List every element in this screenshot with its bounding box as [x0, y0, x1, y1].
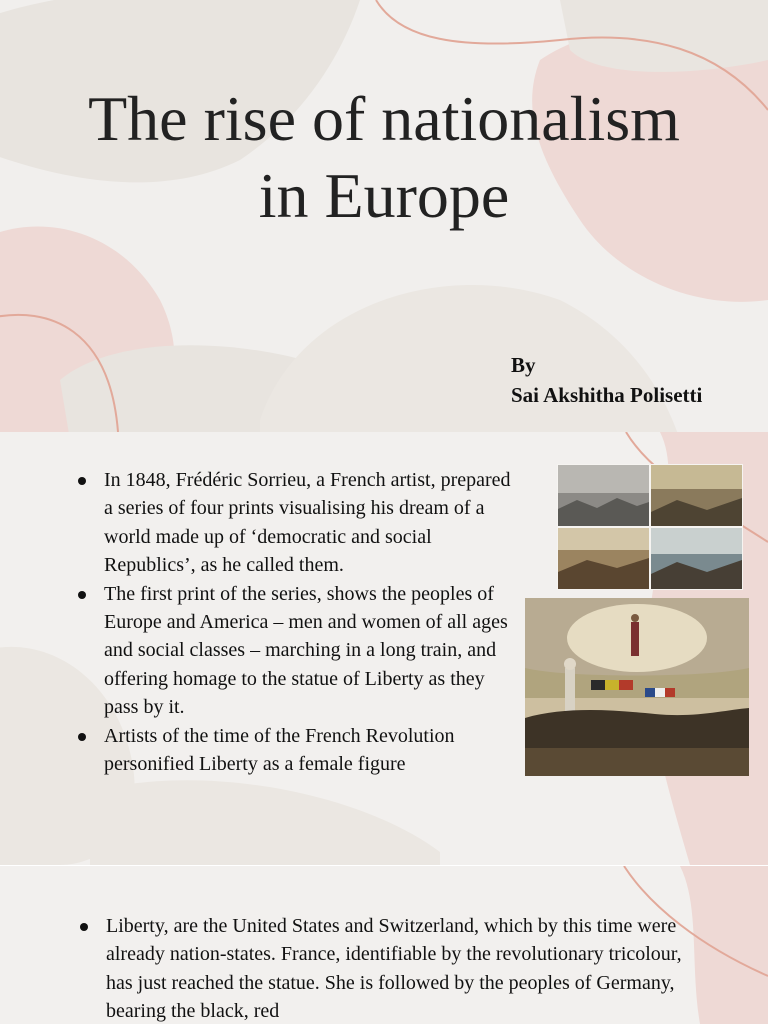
- bullet-dot: [78, 733, 86, 741]
- list-item: The first print of the series, shows the peoples of Europe and America – men and women of all ages and social classes – marching in a long train, and offering homage to the statue of Liberty as they pass by it.: [78, 580, 518, 722]
- slide-title: The rise of nationalism in Europe: [88, 83, 680, 231]
- list-item: In 1848, Frédéric Sorrieu, a French artist, prepared a series of four prints visualising his dream of a world made up of ‘democratic and social Republics’, as he called them.: [78, 466, 518, 580]
- sorrieu-liberty-print-image: [525, 598, 749, 776]
- author-name: Sai Akshitha Polisetti: [511, 383, 703, 407]
- title-slide: [0, 0, 768, 432]
- author-prefix: By: [511, 353, 536, 377]
- bullet-list: [78, 466, 518, 778]
- list-item: Artists of the time of the French Revolution personified Liberty as a female figure: [78, 722, 518, 779]
- bullet-dot: [80, 923, 88, 931]
- author-block: [511, 350, 702, 410]
- bullet-dot: [78, 477, 86, 485]
- bullet-dot: [78, 591, 86, 599]
- sorrieu-prints-grid-image: [557, 464, 743, 590]
- content-slide-1: [0, 432, 768, 865]
- bullet-list: [80, 912, 700, 1024]
- list-item: Liberty, are the United States and Switzerland, which by this time were already nation-states. France, identifiable by the revolutionary tricolour, has just reached the statue. She is followed by the peoples of Germany, bearing the black, red: [80, 912, 700, 1024]
- content-slide-2: [0, 866, 768, 1024]
